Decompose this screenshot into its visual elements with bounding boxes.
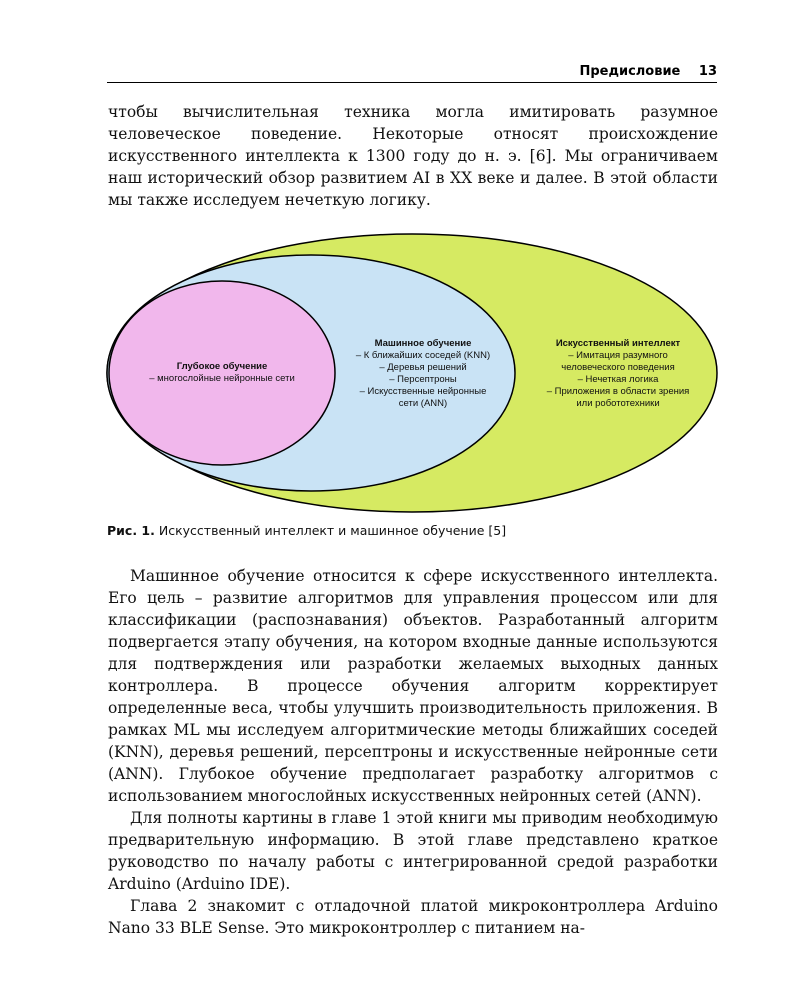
ml-item: – К ближайших соседей (KNN): [355, 350, 491, 361]
ml-item: – Искусственные нейронные: [359, 386, 487, 397]
ai-item: – Нечеткая логика: [577, 374, 659, 385]
ml-item: – Деревья решений: [379, 362, 467, 373]
figure-caption-label: Рис. 1.: [107, 523, 155, 538]
page-number: 13: [698, 64, 717, 79]
figure-caption-text: Искусственный интеллект и машинное обучение [5]: [158, 523, 507, 538]
ai-item: – Приложения в области зрения: [546, 386, 690, 397]
deep-learning-title: Глубокое обучение: [176, 361, 268, 372]
ai-item: – Имитация разумного: [568, 350, 668, 361]
ml-title: Машинное обучение: [374, 338, 472, 349]
deep-learning-item: – многослойные нейронные сети: [149, 373, 295, 384]
page-header: [107, 62, 717, 83]
paragraph-4: Глава 2 знакомит с отладочной платой микроконтроллера Arduino Nano 33 BLE Sense. Это микроконтроллер с питанием на-: [108, 897, 718, 937]
figure-caption: [107, 523, 717, 538]
ai-item: или робототехники: [576, 398, 660, 409]
running-head-title: Предисловие: [579, 64, 681, 79]
ai-item: человеческого поведения: [561, 362, 675, 373]
paragraph-2: Машинное обучение относится к сфере искусственного интеллекта. Его цель – развитие алгоритмов для управления процессом или для классификации (распознавания) объектов. Разработанный алгоритм подвергается этапу обучения, на котором входные данные используются для подтверждения или разработки желаемых выходных данных контроллера. В процессе обучения алгоритм корректирует определенные веса, чтобы улучшить производительность приложения. В рамках ML мы исследуем алгоритмические методы ближайших соседей (KNN), деревья решений, персептроны и искусственные нейронные сети (ANN). Глубокое обучение предполагает разработку алгоритмов с использованием многослойных искусственных нейронных сетей (ANN).: [108, 567, 718, 805]
paragraph-3: Для полноты картины в главе 1 этой книги мы приводим необходимую предварительную информацию. В этой главе представлено краткое руководство по началу работы с интегрированной средой разработки Arduino (Arduino IDE).: [108, 809, 718, 893]
running-head: [579, 64, 717, 79]
paragraph-1: чтобы вычислительная техника могла имитировать разумное человеческое поведение. Некоторые относят происхождение искусственного интеллекта к 1300 году до н. э. [6]. Мы ограничиваем наш исторический обзор развитием AI в XX веке и далее. В этой области мы также исследуем нечеткую логику.: [108, 103, 718, 209]
ai-title: Искусственный интеллект: [555, 338, 681, 349]
ml-item: сети (ANN): [398, 398, 448, 409]
ml-item: – Персептроны: [389, 374, 457, 385]
ai-ml-diagram: [106, 232, 718, 514]
